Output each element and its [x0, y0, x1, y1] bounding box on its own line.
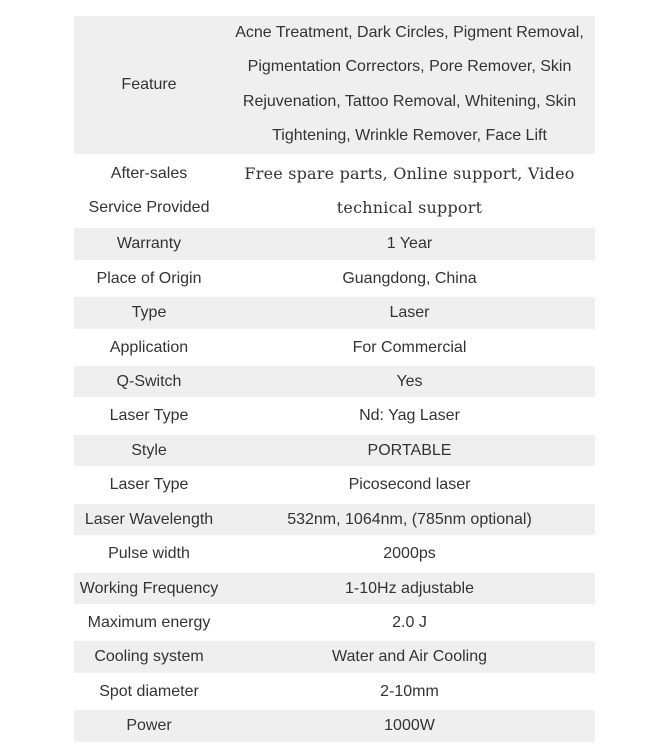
- table-row: [74, 366, 595, 397]
- spec-value: 1-10Hz adjustable: [224, 573, 595, 604]
- spec-label: Maximum energy: [74, 607, 224, 638]
- spec-value: For Commercial: [224, 332, 595, 363]
- spec-value: 2.0 J: [224, 607, 595, 638]
- spec-label: Cooling system: [74, 641, 224, 672]
- table-row: [74, 641, 595, 672]
- spec-label: Power: [74, 710, 224, 741]
- spec-value: PORTABLE: [224, 435, 595, 466]
- spec-label: Feature: [74, 16, 224, 154]
- spec-value: Nd: Yag Laser: [224, 400, 595, 431]
- table-row: [74, 400, 595, 431]
- spec-label: Laser Wavelength: [74, 504, 224, 535]
- spec-label: Q-Switch: [74, 366, 224, 397]
- table-row: [74, 504, 595, 535]
- table-row: [74, 573, 595, 604]
- spec-table: [74, 13, 595, 745]
- spec-label: After-sales Service Provided: [74, 157, 224, 226]
- table-row: [74, 435, 595, 466]
- table-row: [74, 297, 595, 328]
- table-row: [74, 228, 595, 259]
- spec-label: Warranty: [74, 228, 224, 259]
- spec-label: Spot diameter: [74, 676, 224, 707]
- spec-value: Guangdong, China: [224, 263, 595, 294]
- spec-label: Working Frequency: [74, 573, 224, 604]
- spec-value: 2000ps: [224, 538, 595, 569]
- table-row: [74, 157, 595, 226]
- spec-value: Water and Air Cooling: [224, 641, 595, 672]
- spec-value: 532nm, 1064nm, (785nm optional): [224, 504, 595, 535]
- table-row: [74, 469, 595, 500]
- table-row: [74, 607, 595, 638]
- table-row: [74, 538, 595, 569]
- spec-label: Place of Origin: [74, 263, 224, 294]
- table-row: [74, 332, 595, 363]
- spec-value: Acne Treatment, Dark Circles, Pigment Removal, Pigmentation Correctors, Pore Remover, Skin Rejuvenation, Tattoo Removal, Whitening, Skin Tightening, Wrinkle Remover, Face Lift: [224, 16, 595, 154]
- spec-value: Laser: [224, 297, 595, 328]
- spec-value: Yes: [224, 366, 595, 397]
- table-row: [74, 263, 595, 294]
- spec-value: 1000W: [224, 710, 595, 741]
- table-row: [74, 676, 595, 707]
- spec-value: Picosecond laser: [224, 469, 595, 500]
- spec-label: Type: [74, 297, 224, 328]
- spec-label: Application: [74, 332, 224, 363]
- spec-value: Free spare parts, Online support, Video technical support: [224, 157, 595, 226]
- spec-value: 2-10mm: [224, 676, 595, 707]
- spec-label: Laser Type: [74, 469, 224, 500]
- spec-label: Pulse width: [74, 538, 224, 569]
- spec-label: Style: [74, 435, 224, 466]
- spec-value: 1 Year: [224, 228, 595, 259]
- table-row: [74, 710, 595, 741]
- table-row: [74, 16, 595, 154]
- spec-label: Laser Type: [74, 400, 224, 431]
